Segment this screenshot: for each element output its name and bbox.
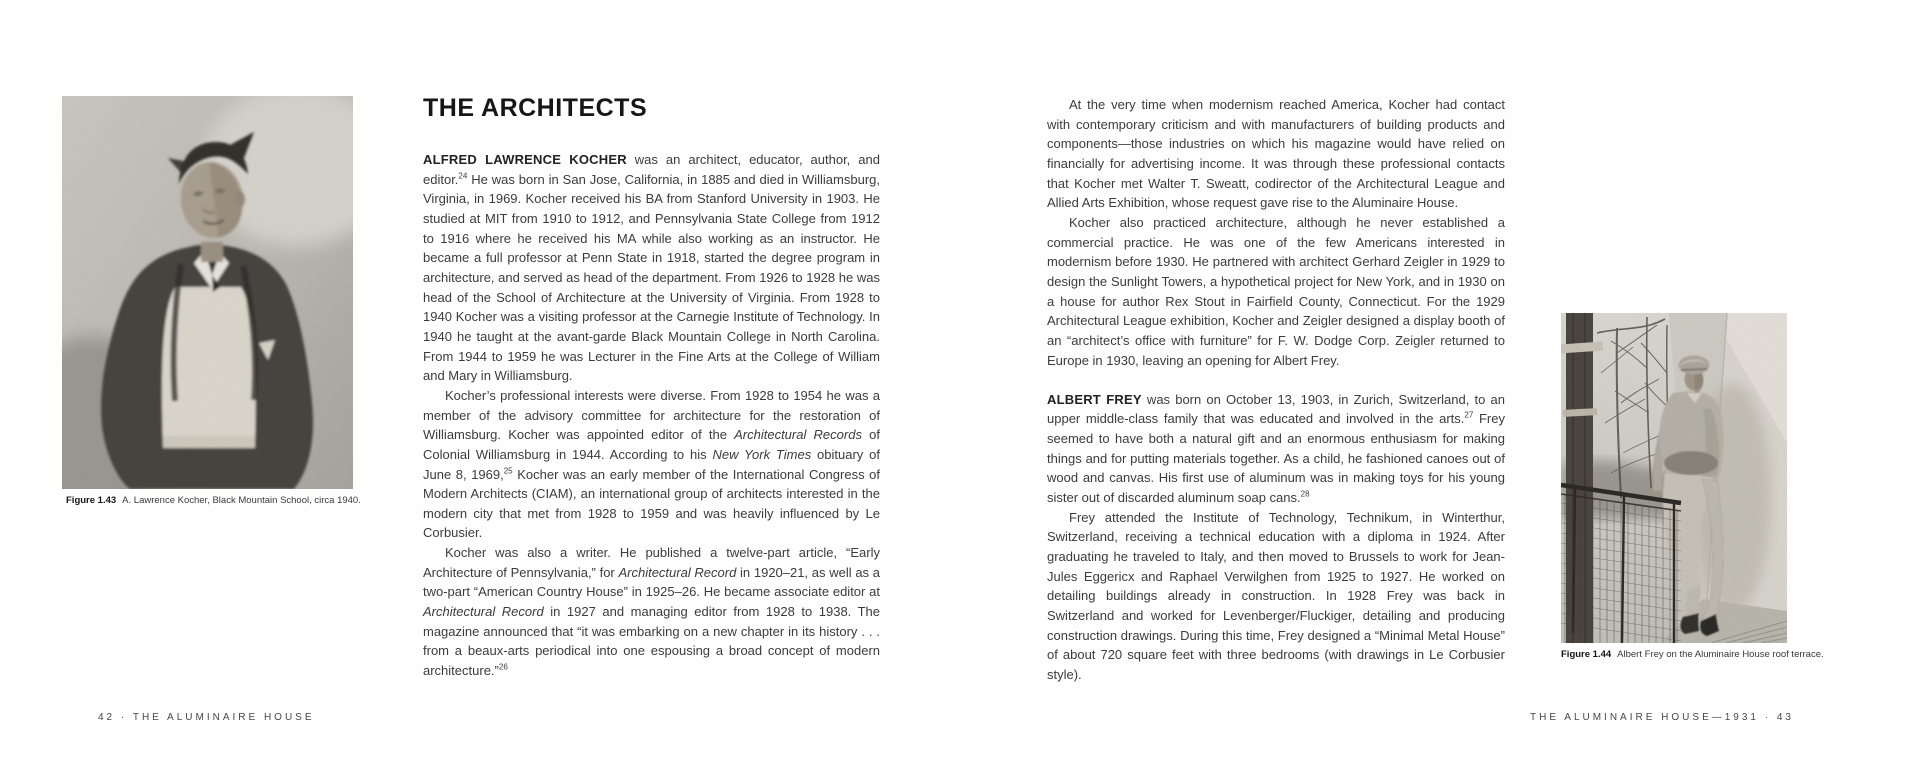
text-segment: Architectural Record bbox=[618, 564, 737, 580]
text-segment: in 1920–21, as well as a two-part “American Country House” in 1925–26. He became associate editor at bbox=[423, 564, 880, 600]
text-segment: Frey attended the Institute of Technology, Technikum, in Winterthur, Switzerland, receiving a technical education with a diploma in 1924. After graduating he traveled to Italy, and then moved to Brussels to work for Jean-Jules Eggericx and Raphael Verwilghen from 1925 to 1927. He worked on detailing buildings already in construction. In 1928 Frey was back in Switzerland and worked for Levenberger/Fluckiger, detailing and producing construction drawings. During this time, Frey designed a “Minimal Metal House” of about 720 square feet with three bedrooms (with drawings in Le Corbusier style). bbox=[1047, 509, 1505, 683]
paragraph bbox=[1047, 95, 1505, 213]
right-text-column bbox=[1047, 95, 1505, 685]
paragraph bbox=[423, 543, 880, 681]
kocher-photo bbox=[62, 96, 353, 489]
left-page-footer: 42 · THE ALUMINAIRE HOUSE bbox=[98, 712, 315, 723]
paragraph bbox=[1047, 508, 1505, 685]
text-segment: He was born in San Jose, California, in 1885 and died in Williamsburg, Virginia, in 1969. Kocher received his BA from Stanford University in 1903. He studied at MIT from 1910 to 1912, and Pennsylvania State College from 1912 to 1916 where he received his MA while also working as an instructor. He became a full professor at Penn State in 1918, started the degree program in architecture, and served as head of the department. From 1926 to 1928 he was head of the School of Architecture at the University of Virginia. From 1928 to 1940 Kocher was a visiting professor at the Carnegie Institute of Technology. In 1940 he taught at the avant-garde Black Mountain College in North Carolina. From 1944 to 1959 he was Lecturer in the Fine Arts at the College of William and Mary in Williamsburg. bbox=[423, 171, 880, 384]
figure-label: Figure 1.44 bbox=[1561, 649, 1612, 660]
figure-label: Figure 1.43 bbox=[66, 495, 117, 506]
text-segment: in 1927 and managing editor from 1928 to 1938. The magazine announced that “it was embarking on a new chapter in its history . . . from a beaux-arts periodical into one espousing a broad concept of modern architecture.” bbox=[423, 604, 881, 679]
text-segment: 25 bbox=[503, 466, 513, 476]
text-segment: ALBERT FREY bbox=[1047, 391, 1142, 407]
text-segment: of Colonial Williamsburg in 1944. According to his bbox=[423, 427, 880, 462]
text-segment: 26 bbox=[498, 662, 508, 672]
text-segment: Kocher was also a writer. He published a twelve-part article, “Early Architecture of Pennsylvania,” for bbox=[423, 545, 880, 580]
left-text-column bbox=[423, 150, 880, 681]
text-segment: ALFRED LAWRENCE KOCHER bbox=[423, 152, 627, 167]
text-segment: New York Times bbox=[712, 446, 812, 462]
text-segment: At the very time when modernism reached America, Kocher had contact with contemporary criticism and with manufacturers of building products and components—those industries on which his magazine would have relied on financially for advertising income. It was through these professional contacts that Kocher met Walter T. Sweatt, codirector of the Architectural League and Allied Arts Exhibition, whose request gave rise to the Aluminaire House. bbox=[1047, 97, 1505, 211]
text-segment: 24 bbox=[458, 171, 468, 181]
text-segment: 27 bbox=[1464, 411, 1474, 421]
figure-caption-text: A. Lawrence Kocher, Black Mountain School, circa 1940. bbox=[122, 495, 361, 506]
paragraph bbox=[423, 386, 880, 543]
text-segment: Architectural Records bbox=[734, 427, 862, 443]
frey-photo bbox=[1561, 313, 1787, 643]
figure-caption-text: Albert Frey on the Aluminaire House roof terrace. bbox=[1617, 649, 1824, 660]
text-segment: was an architect, educator, author, and editor. bbox=[423, 152, 880, 187]
paragraph bbox=[1047, 390, 1505, 508]
text-segment: 28 bbox=[1300, 489, 1310, 499]
text-segment: Kocher’s professional interests were diverse. From 1928 to 1954 he was a member of the advisory committee for architecture for the restoration of Williamsburg. Kocher was appointed editor of the bbox=[423, 387, 880, 443]
figure-caption-1-44 bbox=[1561, 649, 1824, 660]
text-segment: was born on October 13, 1903, in Zurich, Switzerland, to an upper middle-class family that was educated and involved in the arts. bbox=[1047, 391, 1505, 427]
text-segment: obituary of June 8, 1969, bbox=[423, 446, 880, 482]
text-segment: Kocher also practiced architecture, although he never established a commercial practice. He was one of the few Americans interested in modernism before 1930. He partnered with architect Gerhard Zeigler in 1929 to design the Sunlight Towers, a hypothetical project for New York, and in 1930 on a house for author Rex Stout in Fairfield County, Connecticut. For the 1929 Architectural League exhibition, Kocher and Zeigler designed a display booth of an “architect’s office with furniture” for F. W. Dodge Corp. Zeigler returned to Europe in 1930, leaving an opening for Albert Frey. bbox=[1047, 214, 1505, 368]
paragraph bbox=[423, 150, 880, 386]
paragraph bbox=[1047, 213, 1505, 370]
text-segment: Kocher was an early member of the International Congress of Modern Architects (CIAM), an international group of architects interested in the modern city that met from 1928 to 1959 and was heavily influenced by Le Corbusier. bbox=[423, 466, 880, 541]
text-segment: Architectural Record bbox=[423, 604, 544, 620]
section-heading: THE ARCHITECTS bbox=[423, 94, 648, 122]
figure-caption-1-43 bbox=[66, 495, 361, 506]
right-page-footer: THE ALUMINAIRE HOUSE—1931 · 43 bbox=[1530, 712, 1794, 723]
text-segment: Frey seemed to have both a natural gift and an enormous enthusiasm for making things and for putting materials together. As a child, he fashioned canoes out of wood and canvas. His first use of aluminum was in making toys for his young sister out of discarded aluminum soap cans. bbox=[1047, 411, 1505, 506]
